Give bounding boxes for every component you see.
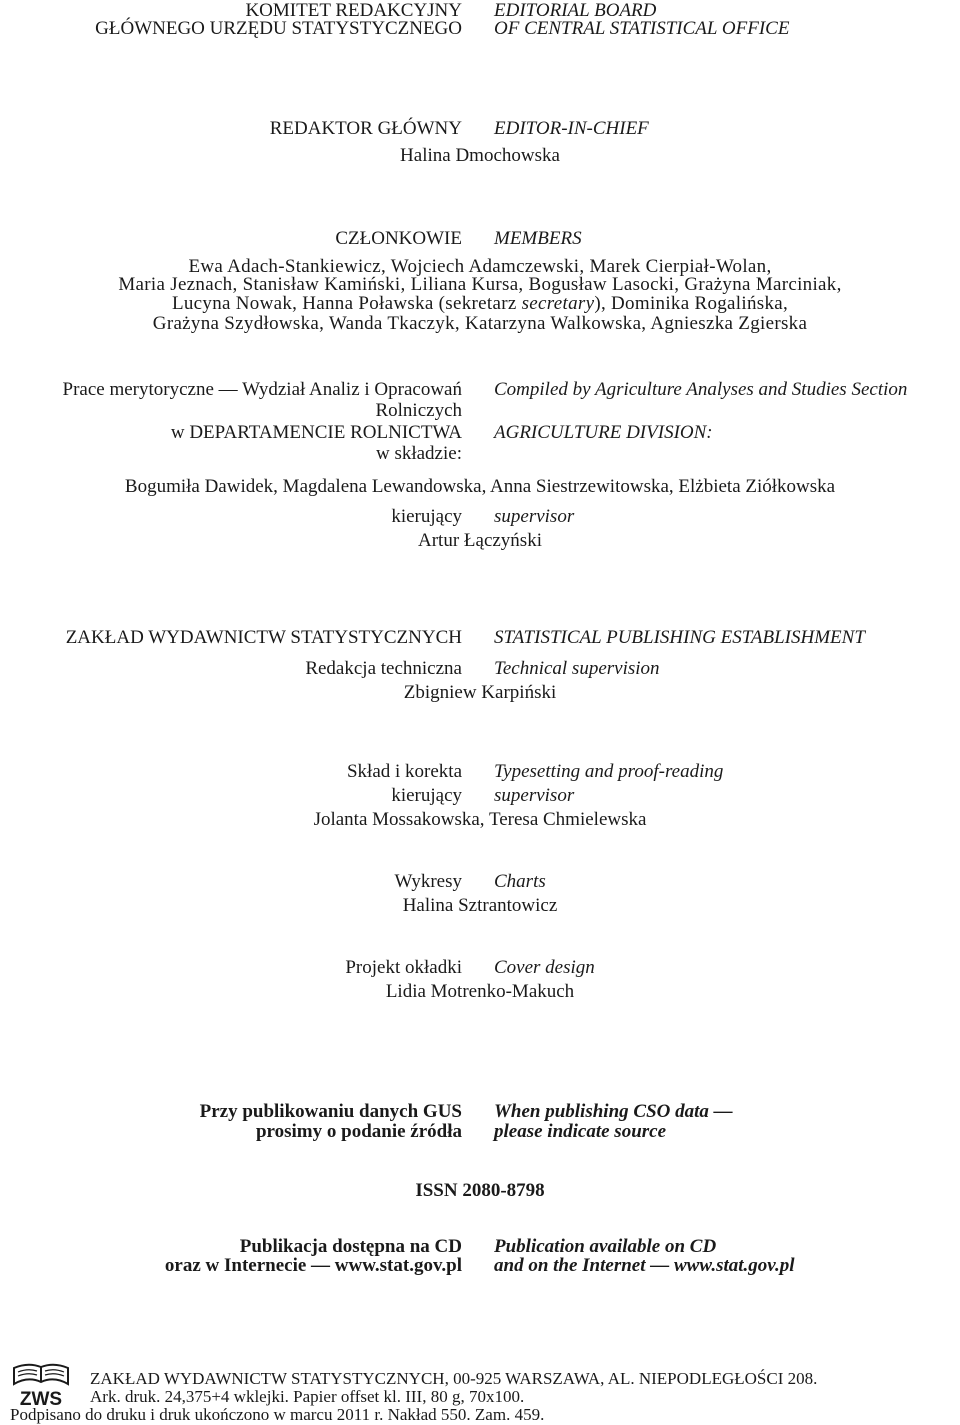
compiled-supervisor-name: Artur Łączyński (418, 530, 542, 551)
notice-pl-line1: Przy publikowaniu danych GUS (199, 1101, 462, 1122)
members-line-4: Grażyna Szydłowska, Wanda Tkaczyk, Katarzyna Walkowska, Agnieszka Zgierska (152, 313, 808, 334)
technical-en: Technical supervision (494, 658, 660, 679)
committee-pl-line1: KOMITET REDAKCYJNY (245, 0, 462, 21)
typesetting-en: Typesetting and proof-reading (494, 761, 724, 782)
issn: ISSN 2080-8798 (415, 1180, 545, 1201)
footer-line-2: Ark. druk. 24,375+4 wklejki. Papier offset kl. III, 80 g, 70x100. (90, 1387, 525, 1406)
availability-en-line2: and on the Internet — www.stat.gov.pl (494, 1255, 795, 1276)
editor-en-label: EDITOR-IN-CHIEF (494, 118, 649, 139)
typesetting-supervisor-pl: kierujący (391, 785, 462, 806)
members-en-label: MEMBERS (494, 228, 582, 249)
charts-en: Charts (494, 871, 546, 892)
compiled-supervisor-en: supervisor (494, 506, 575, 527)
publishing-pl: ZAKŁAD WYDAWNICTW STATYSTYCZNYCH (65, 627, 462, 648)
charts-pl: Wykresy (394, 871, 462, 892)
technical-pl: Redakcja techniczna (305, 658, 462, 679)
compiled-supervisor-pl: kierujący (391, 506, 462, 527)
compiled-en-line2: AGRICULTURE DIVISION: (494, 422, 713, 443)
compiled-pl-line3: w DEPARTAMENCIE ROLNICTWA (170, 422, 462, 443)
footer-line-1: ZAKŁAD WYDAWNICTW STATYSTYCZNYCH, 00-925 WARSZAWA, AL. NIEPODLEGŁOŚCI 208. (90, 1369, 818, 1388)
cover-en: Cover design (494, 957, 595, 978)
footer-line-3: Podpisano do druku i druk ukończono w marcu 2011 r. Nakład 550. Zam. 459. (10, 1405, 545, 1424)
committee-pl-line2: GŁÓWNEGO URZĘDU STATYSTYCZNEGO (95, 18, 462, 39)
cover-name: Lidia Motrenko-Makuch (385, 981, 575, 1002)
typesetting-supervisor-en: supervisor (494, 785, 575, 806)
availability-pl-line1: Publikacja dostępna na CD (239, 1236, 462, 1257)
compiled-names: Bogumiła Dawidek, Magdalena Lewandowska, Anna Siestrzewitowska, Elżbieta Ziółkowska (124, 476, 836, 497)
compiled-en-line1: Compiled by Agriculture Analyses and Studies Section (494, 379, 908, 400)
members-line-3-c: ), Dominika Rogalińska, (594, 293, 789, 314)
notice-en-line2: please indicate source (494, 1121, 667, 1142)
charts-name: Halina Sztrantowicz (402, 895, 558, 916)
compiled-pl-line4: w składzie: (375, 443, 462, 464)
zws-logo-icon (10, 1362, 72, 1408)
editor-name: Halina Dmochowska (400, 145, 560, 166)
members-line-3-a: Lucyna Nowak, Hanna Poławska (sekretarz (171, 293, 522, 314)
notice-pl-line2: prosimy o podanie źródła (255, 1121, 462, 1142)
availability-en-line1: Publication available on CD (494, 1236, 717, 1257)
committee-en-line2: OF CENTRAL STATISTICAL OFFICE (494, 18, 790, 39)
technical-name: Zbigniew Karpiński (403, 682, 557, 703)
typesetting-pl: Skład i korekta (346, 761, 462, 782)
notice-en-line1: When publishing CSO data — (494, 1101, 733, 1122)
typesetting-names: Jolanta Mossakowska, Teresa Chmielewska (313, 809, 647, 830)
members-line-3-secretary: secretary (521, 293, 595, 314)
members-pl-label: CZŁONKOWIE (335, 228, 462, 249)
zws-logo-text: ZWS (19, 1389, 63, 1408)
cover-pl: Projekt okładki (345, 957, 462, 978)
availability-pl-line2: oraz w Internecie — www.stat.gov.pl (164, 1255, 462, 1276)
members-line-1: Ewa Adach-Stankiewicz, Wojciech Adamczewski, Marek Cierpiał-Wolan, (188, 256, 772, 277)
compiled-pl-line2: Rolniczych (375, 400, 462, 421)
editor-pl-label: REDAKTOR GŁÓWNY (269, 118, 462, 139)
members-line-2: Maria Jeznach, Stanisław Kamiński, Liliana Kursa, Bogusław Lasocki, Grażyna Marciniak, (118, 274, 842, 295)
compiled-pl-line1: Prace merytoryczne — Wydział Analiz i Opracowań (62, 379, 462, 400)
committee-en-line1: EDITORIAL BOARD (494, 0, 657, 21)
publishing-en: STATISTICAL PUBLISHING ESTABLISHMENT (494, 627, 865, 648)
